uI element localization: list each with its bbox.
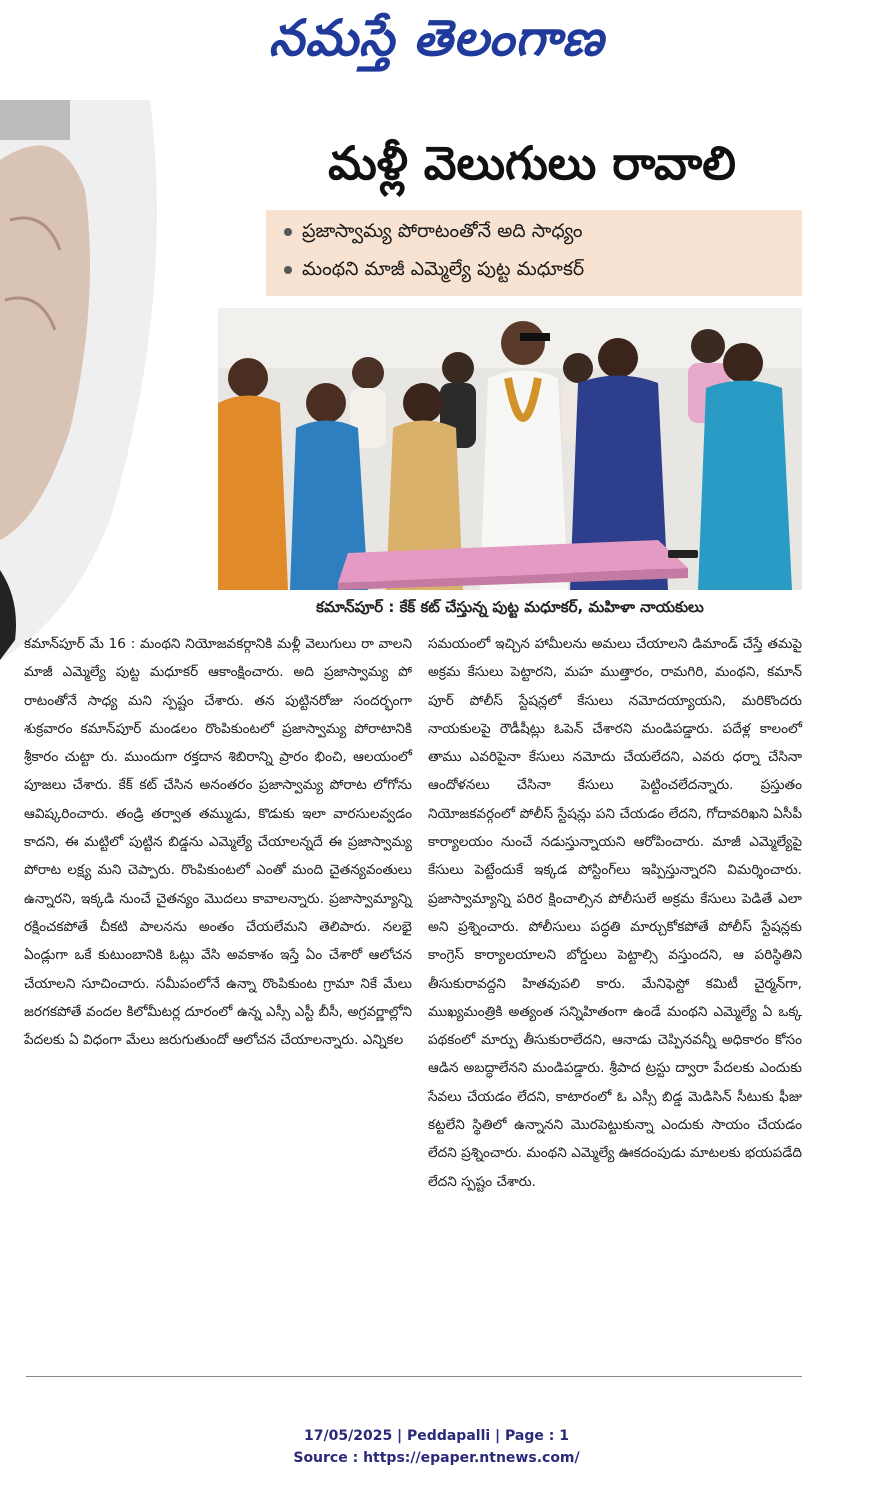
subheadline-text: మంథని మాజీ ఎమ్మెల్యే పుట్ట మధూకర్: [302, 258, 585, 280]
article-column-right: [428, 630, 802, 1196]
divider: [26, 1376, 802, 1377]
masthead-logo: నమస్తే తెలంగాణ: [268, 8, 605, 67]
bullet-icon: [284, 266, 292, 274]
news-photo: [218, 308, 802, 590]
subheadline-item: [284, 220, 583, 247]
article-column-left: [24, 630, 412, 1054]
subheadline-text: ప్రజాస్వామ్య పోరాటంతోనే అది సాధ్యం: [302, 220, 583, 242]
headline: మళ్లీ వెలుగులు రావాలి: [328, 136, 736, 190]
article-text: కమాన్‌పూర్ మే 16 : మంథని నియోజవకర్గానికి మళ్లీ వెలుగులు రా వాలని మాజీ ఎమ్మెల్యే పుట్ట మధూకర్ ఆకాంక్షించారు. అది ప్రజాస్వామ్య పో రాటంతోనే సాధ్య మని స్పష్టం చేశారు. తన పుట్టినరోజు సందర్భంగా శుక్రవారం కమాన్‌పూర్ మండలం రొంపికుంటలో ప్రజాస్వామ్య పోరాటానికి శ్రీకారం చుట్టా రు. ముందుగా రక్తదాన శిబిరాన్ని ప్రారం భించి, ఆలయంలో పూజలు చేశారు. కేక్ కట్ చేసిన అనంతరం ప్రజాస్వామ్య పోరాట లోగోను ఆవిష్కరించారు. తండ్రి తర్వాత తమ్ముడు, కొడుకు ఇలా వారసులవ్వడం కాదని, ఈ మట్టిలో పుట్టిన బిడ్డను ఎమ్మెల్యే చేయాలన్నదే ఈ ప్రజాస్వామ్య పోరాట లక్ష్య మని చెప్పారు. రొంపికుంటలో ఎంతో మంది చైతన్యవంతులు ఉన్నారని, ఇక్కడి నుంచే చైతన్యం మొదలు కావాలన్నారు. ప్రజాస్వామ్యాన్ని రక్షించకపోతే చీకటి పాలనను అంతం చేయలేమని తెలిపారు. నలభై ఏండ్లుగా ఒకే కుటుంబానికి ఓట్లు వేసి అవకాశం ఇస్తే ఏం చేశారో ఆలోచన చేయాలని సూచించారు. సమీపంలోనే ఉన్నా రొంపికుంట గ్రామా నికే మేలు జరగకపోతే వందల కిలోమీటర్ల దూరంలో ఉన్న ఎస్సీ ఎస్టీ బీసీ, అగ్రవర్ణాల్లోని పేదలకు ఏ విధంగా మేలు జరుగుతుందో ఆలోచన చేయాలన్నారు. ఎన్నికల: [24, 636, 412, 1049]
footer-date-edition: 17/05/2025 | Peddapalli | Page : 1: [304, 1428, 569, 1444]
article-text: సమయంలో ఇచ్చిన హామీలను అమలు చేయాలని డిమాండ్ చేస్తే తమపై అక్రమ కేసులు పెట్టారని, మహ ముత్తారం, రామగిరి, మంథని, కమాన్ పూర్ పోలీస్ స్టేషన్లలో కేసులు నమోదయ్యాయని, మరికొందరు నాయకులపై రౌడీషీట్లు ఓపెన్ చేశారని మండిపడ్డారు. పదేళ్ల కాలంలో తాము ఎవరిపైనా కేసులు నమోదు చేయలేదని, ఎవరు ధర్నా చేసినా ఆందోళనలు చేసినా కేసులు పెట్టించలేదన్నారు. ప్రస్తుతం నియోజకవర్గంలో పోలీస్ స్టేషన్లు పని చేయడం లేదని, గోదావరిఖని ఏసీపీ కార్యాలయం నుంచే నడుస్తున్నాయని ఆరోపించారు. మాజీ ఎమ్మెల్యేపై కేసులు పెట్టేందుకే ఇక్కడ పోస్టింగ్‌లు ఇప్పిస్తున్నారని విమర్శించారు. ప్రజాస్వామ్యాన్ని పరిర క్షించాల్సిన పోలీసులే అక్రమ కేసులు పెడితే ఎలా అని ప్రశ్నించారు. పోలీసులు పద్ధతి మార్చుకోకపోతే పోలీస్ స్టేషన్లకు కాంగ్రెస్ కార్యాలయాలని బోర్డులు పెట్టాల్సి వస్తుందని, ఆ పరిస్థితిని తీసుకురావద్దని హితవుపలి కారు. మేనిఫెస్టో కమిటీ చైర్మన్‌గా, ముఖ్యమంత్రికి అత్యంత సన్నిహితంగా ఉండే మంథని ఎమ్మెల్యే ఏ ఒక్క పథకంలో మార్పు తీసుకురాలేదని, ఆనాడు చెప్పినవన్నీ అధికారం కోసం ఆడిన అబద్ధాలేనని మండిపడ్డారు. శ్రీపాద ట్రస్టు ద్వారా పేదలకు ఎందుకు సేవలు చేయడం లేదని, కాటారంలో ఓ ఎస్సీ బిడ్డ మెడిసిన్ సీటుకు ఫీజు కట్టలేని స్థితిలో ఉన్నానని మొరపెట్టుకున్నా ఎందుకు సాయం చేయడం లేదని ప్రశ్నించారు. మంథని ఎమ్మెల్యే ఊకదంపుడు మాటలకు భయపడేది లేదని స్పష్టం చేశారు.: [428, 636, 802, 1190]
subheadline-box: [266, 210, 802, 296]
bullet-icon: [284, 228, 292, 236]
left-edge-photo: [0, 100, 180, 660]
subheadline-item: [284, 258, 584, 285]
photo-caption: కమాన్‌పూర్ : కేక్ కట్ చేస్తున్న పుట్ట మధూకర్, మహిళా నాయకులు: [316, 598, 704, 616]
footer-source: Source : https://epaper.ntnews.com/: [293, 1450, 580, 1466]
